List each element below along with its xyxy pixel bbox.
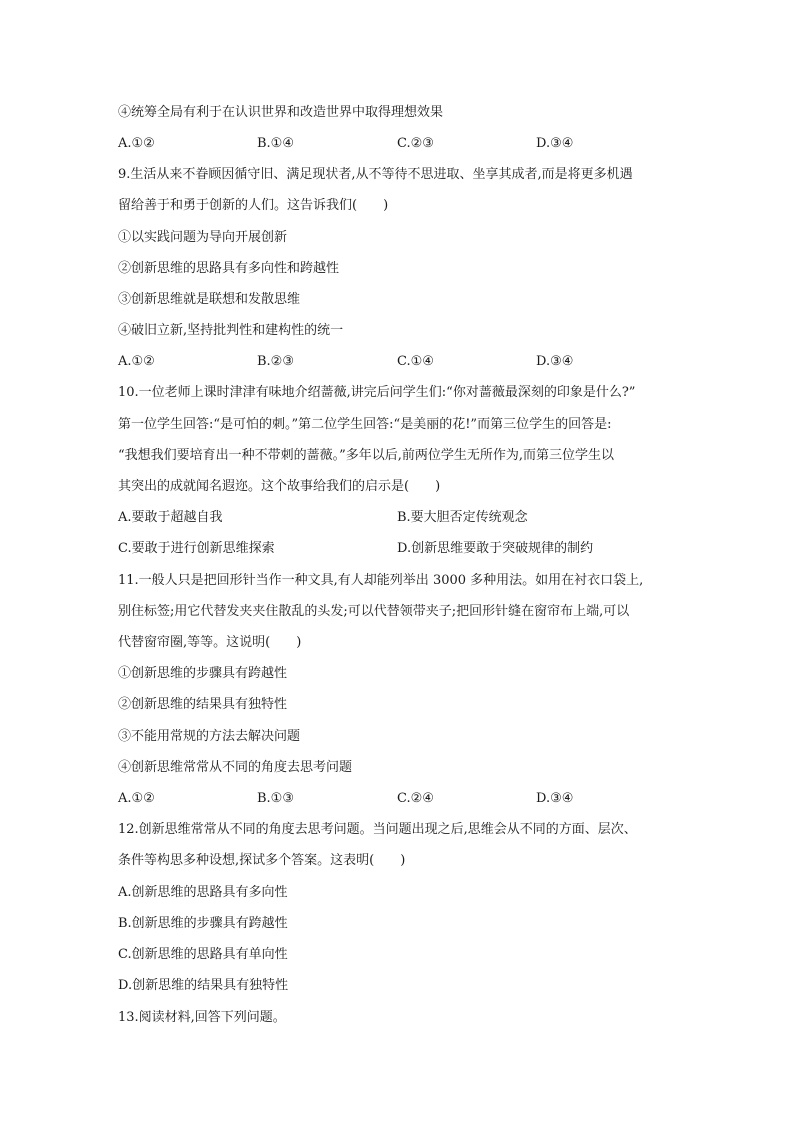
q13-stem-line-1: 13.阅读材料,回答下列问题。	[118, 1010, 286, 1025]
q11-stem-line-1: 11.一般人只是把回形针当作一种文具,有人却能列举出 3000 多种用法。如用在衬衣口袋上,	[118, 573, 644, 588]
q9-statement-2: ②创新思维的思路具有多向性和跨越性	[118, 261, 340, 276]
q10-options-row-1	[118, 510, 678, 526]
q12-option-a: A.创新思维的思路具有多向性	[118, 885, 288, 900]
q10-stem-line-3: “我想我们要培育出一种不带刺的蔷薇。”多年以后,前两位学生无所作为,而第三位学生以	[118, 448, 615, 463]
q11-stem-line-3: 代替窗帘圈,等等。这说明( )	[118, 635, 302, 650]
q11-option-b: B.①③	[257, 791, 294, 806]
q12-stem-line-2: 条件等构思多种设想,探试多个答案。这表明( )	[118, 853, 406, 868]
q12-option-c: C.创新思维的思路具有单向性	[118, 947, 288, 962]
q8-option-a: A.①②	[118, 136, 155, 151]
q10-stem-line-4: 其突出的成就闻名遐迩。这个故事给我们的启示是( )	[118, 479, 441, 494]
q9-statement-1: ①以实践问题为导向开展创新	[118, 230, 288, 245]
q10-option-d: D.创新思维要敢于突破规律的制约	[397, 541, 594, 556]
q10-option-b: B.要大胆否定传统观念	[397, 510, 528, 525]
q11-options	[118, 791, 678, 807]
q12-option-b: B.创新思维的步骤具有跨越性	[118, 916, 288, 931]
q10-stem-line-2: 第一位学生回答:“是可怕的刺。”第二位学生回答:“是美丽的花!”而第三位学生的回答是:	[118, 417, 612, 432]
q9-statement-3: ③创新思维就是联想和发散思维	[118, 292, 301, 307]
q11-option-d: D.③④	[536, 791, 574, 806]
q10-options-row-2	[118, 541, 678, 557]
q10-option-a: A.要敢于超越自我	[118, 510, 223, 525]
q8-option-c: C.②③	[397, 136, 434, 151]
q8-option-b: B.①④	[257, 136, 294, 151]
q9-option-b: B.②③	[257, 354, 294, 369]
q12-option-d: D.创新思维的结果具有独特性	[118, 978, 289, 993]
q8-statement-4: ④统筹全局有利于在认识世界和改造世界中取得理想效果	[118, 105, 444, 120]
q11-statement-2: ②创新思维的结果具有独特性	[118, 697, 288, 712]
q8-option-d: D.③④	[536, 136, 574, 151]
q8-options	[118, 136, 678, 152]
q9-statement-4: ④破旧立新,坚持批判性和建构性的统一	[118, 323, 344, 338]
q10-option-c: C.要敢于进行创新思维探索	[118, 541, 275, 556]
q11-statement-4: ④创新思维常常从不同的角度去思考问题	[118, 760, 353, 775]
q9-stem-line-1: 9.生活从来不眷顾因循守旧、满足现状者,从不等待不思进取、坐享其成者,而是将更多机遇	[118, 167, 633, 182]
q9-options	[118, 354, 678, 370]
q9-stem-line-2: 留给善于和勇于创新的人们。这告诉我们( )	[118, 198, 389, 213]
q11-option-c: C.②④	[397, 791, 434, 806]
q12-stem-line-1: 12.创新思维常常从不同的角度去思考问题。当问题出现之后,思维会从不同的方面、层次、	[118, 822, 637, 837]
q9-option-a: A.①②	[118, 354, 155, 369]
q9-option-c: C.①④	[397, 354, 434, 369]
q10-stem-line-1: 10.一位老师上课时津津有味地介绍蔷薇,讲完后问学生们:“你对蔷薇最深刻的印象是什么?”	[118, 385, 636, 400]
q11-statement-3: ③不能用常规的方法去解决问题	[118, 729, 301, 744]
q11-option-a: A.①②	[118, 791, 155, 806]
q9-option-d: D.③④	[536, 354, 574, 369]
q11-statement-1: ①创新思维的步骤具有跨越性	[118, 666, 288, 681]
q11-stem-line-2: 别住标签;用它代替发夹夹住散乱的头发;可以代替领带夹子;把回形针缝在窗帘布上端,可以	[118, 604, 630, 619]
